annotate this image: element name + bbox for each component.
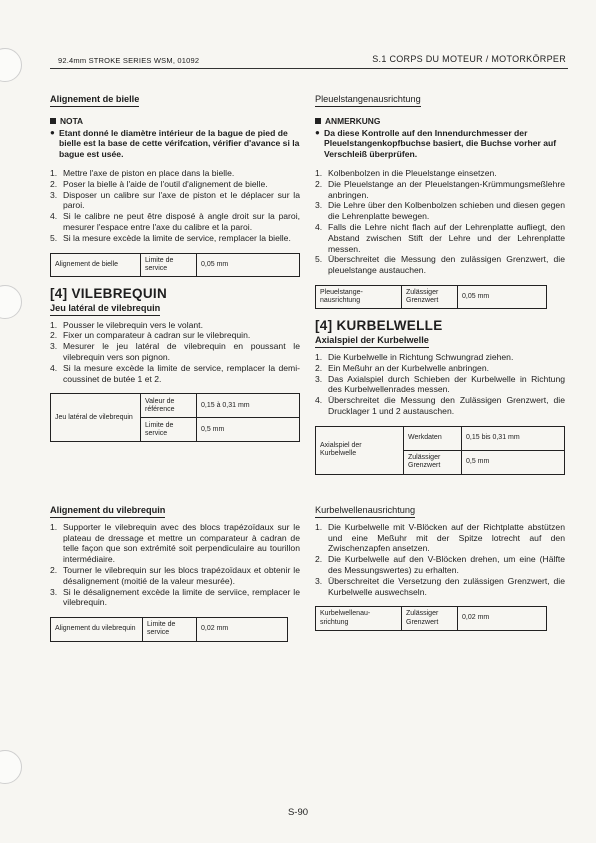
note-text: Etant donné le diamètre intérieur de la bague de pied de bielle est la base de cette vérifcation, vérifier d'avance si la bague est usée.: [59, 127, 300, 160]
spec-label: Alignement de bielle: [51, 254, 141, 276]
spec-label: Axialspiel der Kurbelwelle: [316, 427, 404, 474]
spec-value: 0,05 mm: [462, 293, 490, 301]
steps-list: [315, 352, 565, 417]
step-item: 3. Disposer un calibre sur l'axe de piston et le déplacer sur la paroi.: [50, 189, 300, 211]
note-title: [315, 116, 565, 127]
note-title-text: NOTA: [60, 115, 84, 126]
header-section: S.1 CORPS DU MOTEUR / MOTORKÖRPER: [372, 54, 566, 64]
spec-value: 0,15 bis 0,31 mm: [466, 434, 520, 442]
step-item: 2. Fixer un comparateur à cadran sur le vilebrequin.: [50, 330, 251, 341]
spec-value: 0,02 mm: [201, 625, 229, 633]
right-crankshaft-alignment: [315, 505, 565, 631]
spec-table: [50, 393, 300, 442]
step-item: 2. Poser la bielle à l'aide de l'outil d'alignement de bielle.: [50, 178, 268, 189]
step-item: 2. Ein Meßuhr an der Kurbelwelle anbringen.: [315, 362, 489, 373]
note-item: [315, 128, 565, 160]
step-item: 2. Die Pleuelstange an der Pleuelstangen-Krümmungsmeßlehre anbringen.: [315, 178, 565, 200]
step-item: 3. Das Axialspiel durch Schieben der Kurbelwelle in Richtung des Kurbelwellenrades messen.: [315, 373, 565, 395]
right-connecting-rod-alignment: [315, 94, 565, 475]
spec-key: Limite de service: [141, 418, 197, 441]
spec-table: [315, 426, 565, 475]
step-item: 1. Kolbenbolzen in die Pleuelstange einsetzen.: [315, 167, 497, 178]
step-item: 1. Mettre l'axe de piston en place dans la bielle.: [50, 167, 235, 178]
step-item: 3. Mesurer le jeu latéral de vilebrequin en poussant le vilebrequin vers son pignon.: [50, 341, 300, 362]
header-series: 92.4mm STROKE SERIES WSM, 01092: [58, 56, 200, 65]
spec-table: [50, 253, 300, 277]
header-rule: [50, 68, 568, 69]
step-item: 5. Si la mesure excède la limite de service, remplacer la bielle.: [50, 232, 291, 243]
spec-key: Zulässiger Grenzwert: [404, 451, 462, 474]
spec-value: 0,15 à 0,31 mm: [201, 401, 250, 409]
spec-label: Kurbelwellenau-srichtung: [316, 607, 402, 629]
note-title: [50, 116, 300, 127]
punch-hole-top: [0, 48, 22, 82]
heading-connecting-rod-alignment: Alignement de bielle: [50, 94, 139, 107]
section-title: [4] VILEBREQUIN: [50, 285, 168, 301]
step-item: 5. Überschreitet die Messung den zulässigen Grenzwert, die pleuelstange austauchen.: [315, 254, 565, 276]
note-item: [50, 128, 300, 160]
step-item: 3. Si le désalignement excède la limite de serviice, remplacer le vilebrequin.: [50, 586, 300, 608]
spec-label: Jeu latéral de vilebrequin: [51, 394, 141, 441]
bullet-icon: ●: [50, 127, 55, 137]
step-item: 3. Überschreitet die Versetzung den zulässigen Grenzwert, die Kurbelwelle auswechseln.: [315, 575, 565, 597]
steps-list: [50, 320, 300, 385]
spec-value: 0,5 mm: [466, 458, 490, 466]
section-title: [4] KURBELWELLE: [315, 318, 443, 334]
heading-crankshaft-side-clearance: Jeu latéral de vilebrequin: [50, 303, 160, 316]
steps-list: [50, 522, 300, 608]
punch-hole-bottom: [0, 750, 22, 784]
spec-table: [315, 285, 547, 309]
note-square-icon: [50, 118, 56, 124]
step-item: 4. Si la mesure excède la limite de service, remplacer la demi-coussinet de butée 1 et 2.: [50, 362, 300, 384]
spec-table: [315, 606, 547, 630]
heading-kurbelwellenausrichtung: Kurbelwellenausrichtung: [315, 505, 415, 518]
spec-value: 0,02 mm: [462, 614, 490, 622]
step-item: 2. Die Kurbelwelle auf den V-Blöcken drehen, um eine (Hälfte des Messungswertes) zu erhalten.: [315, 554, 565, 575]
step-item: 4. Si le calibre ne peut être disposé à angle droit sur la paroi, mesurer l'espace entre l'axe du calibre et la paroi.: [50, 211, 300, 232]
spec-key: Limite de service: [141, 254, 197, 276]
heading-axialspiel: Axialspiel der Kurbelwelle: [315, 335, 429, 348]
steps-list: [315, 168, 565, 276]
step-item: 4. Falls die Lehre nicht flach auf der Lehrenplatte aufliegt, den Abstand zwischen Stift der Lehre und der Lehrenplatte messen.: [315, 221, 565, 254]
spec-key: Werkdaten: [404, 427, 462, 450]
step-item: 2. Tourner le vilebrequin sur les blocs trapézoïdaux et obtenir le désalignement (moitié de la valeur mesurée).: [50, 564, 300, 586]
step-item: 1. Supporter le vilebrequin avec des blocs trapézoïdaux sur le plateau de dressage et mettre un comparateur à cadran de telle façon que son extrémité soit perpendiculaire au tourillon intermédiaire.: [50, 521, 300, 565]
spec-label: Pleuelstange-nausrichtung: [316, 286, 402, 308]
left-crankshaft-alignment: [50, 505, 300, 642]
note-square-icon: [315, 118, 321, 124]
spec-key: Zulässiger Grenzwert: [402, 286, 458, 308]
heading-crankshaft-alignment: Alignement du vilebrequin: [50, 505, 165, 518]
heading-pleuelstangenausrichtung: Pleuelstangenausrichtung: [315, 94, 421, 107]
page-number: S-90: [287, 807, 309, 818]
step-item: 1. Pousser le vilebrequin vers le volant.: [50, 319, 203, 330]
note-text: Da diese Kontrolle auf den Innendurchmesser der Pleuelstangenkopfbuchse basiert, die Buchse vorher auf Verschleiß überprüfen.: [324, 127, 557, 160]
steps-list: [315, 522, 565, 598]
spec-key: Limite de service: [143, 618, 197, 640]
step-item: 4. Überschreitet die Messung den Zulässigen Grenzwert, die Drucklager 1 und 2 austauschen.: [315, 395, 565, 416]
steps-list: [50, 168, 300, 244]
step-item: 1. Die Kurbelwelle in Richtung Schwungrad ziehen.: [315, 351, 514, 362]
spec-key: Valeur de référence: [141, 394, 197, 417]
spec-label: Alignement du vilebrequin: [51, 618, 143, 640]
spec-value: 0,05 mm: [201, 260, 229, 268]
left-connecting-rod-alignment: [50, 94, 300, 442]
note-title-text: ANMERKUNG: [325, 115, 381, 126]
step-item: 1. Die Kurbelwelle mit V-Blöcken auf der Richtplatte abstützen und eine Meßuhr mit der Spitze lotrecht auf den Zwischenzapfen ansetzen.: [315, 521, 565, 554]
spec-key: Zulässiger Grenzwert: [402, 607, 458, 629]
spec-table: [50, 617, 288, 641]
spec-value: 0,5 mm: [201, 425, 225, 433]
step-item: 3. Die Lehre über den Kolbenbolzen schieben und diesen gegen die Lehrenplatte bewegen.: [315, 200, 565, 222]
punch-hole-middle: [0, 285, 22, 319]
bullet-icon: ●: [315, 127, 320, 137]
